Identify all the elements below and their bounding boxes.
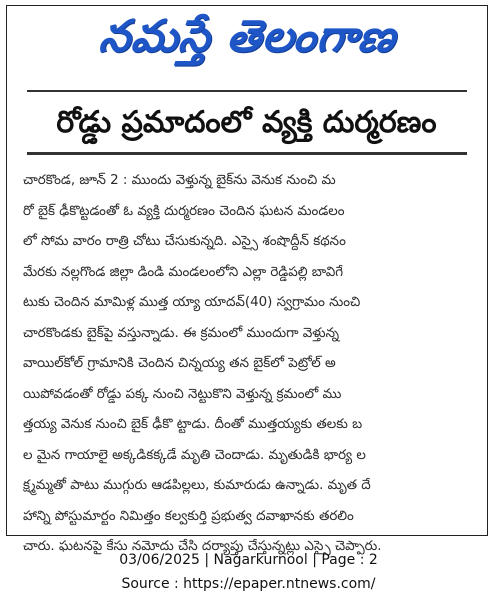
source-link[interactable]: Source : https://epaper.ntnews.com/ <box>121 576 376 592</box>
article-line: త్తయ్య వెనుక నుంచి బైక్ ఢీకొ ట్టాడు. దీంతో ముత్తయ్యకు తలకు బ <box>23 417 363 432</box>
newspaper-logo: నమస్తే తెలంగాణ <box>96 11 399 62</box>
masthead-divider <box>27 90 467 92</box>
article-line: ల మైన గాయాలై అక్కడికక్కడే మృతి చెందాడు. మృతుడికి భార్య ల <box>23 447 366 463</box>
article-headline: రోడ్డు ప్రమాదంలో వ్యక్తి దుర్మరణం <box>56 105 437 140</box>
article-line: యిపోవడంతో రోడ్డు పక్క నుంచి నెట్టుకొని వెళ్తున్న క్రమంలో ము <box>23 386 342 402</box>
article-body <box>23 166 475 563</box>
newspaper-masthead <box>7 6 487 78</box>
article-line: చారు. ఘటనపై కేసు నమోదు చేసి దర్యాప్తు చేస్తున్నట్లు ఎస్సై చెప్పారు. <box>23 539 382 554</box>
article-line: టుకు చెందిన మామిళ్ల ముత్త య్యా యాదవ్(40) స్వగ్రామం నుంచి <box>23 295 361 310</box>
headline-divider <box>27 152 467 155</box>
article-line: రో బైక్ ఢీకొట్టడంతో ఓ వ్యక్తి దుర్మరణం చెందిన ఘటన మండలం <box>23 203 345 219</box>
article-line: లో సోమ వారం రాత్రి చోటు చేసుకున్నది. ఎస్సై శంషొద్దీన్ కథనం <box>23 234 346 249</box>
article-line: హాన్ని పోస్టుమార్టం నిమిత్తం కల్వకుర్తి ప్రభుత్వ దవాఖానకు తరలిం <box>23 508 354 524</box>
clipping-footer <box>0 548 497 596</box>
article-line: వాయిల్‌కోల్ గ్రామానికి చెందిన చిన్నయ్య తన బైక్‌లో పెట్రోల్ అ <box>23 356 336 371</box>
article-line: చారకొండకు బైక్‌పై వస్తున్నాడు. ఈ క్రమంలో ముందుగా వెళ్తున్న <box>23 325 340 341</box>
headline-box <box>17 102 476 150</box>
article-line: క్ష్మమ్మతో పాటు ముగ్గురు ఆడపిల్లలు, కుమారుడు ఉన్నాడు. మృత దే <box>23 478 371 493</box>
article-line: మేరకు నల్లగొండ జిల్లా డిండి మండలంలోని ఎల్లా రెడ్డిపల్లి బావిగే <box>23 264 344 280</box>
edition-info: 03/06/2025 | Nagarkurnool | Page : 2 <box>119 552 378 568</box>
clipping-frame <box>6 5 488 554</box>
article-line: చారకొండ, జూన్ 2 : ముందు వెళ్తున్న బైక్‌ను వెనుక నుంచి మ <box>23 173 336 188</box>
